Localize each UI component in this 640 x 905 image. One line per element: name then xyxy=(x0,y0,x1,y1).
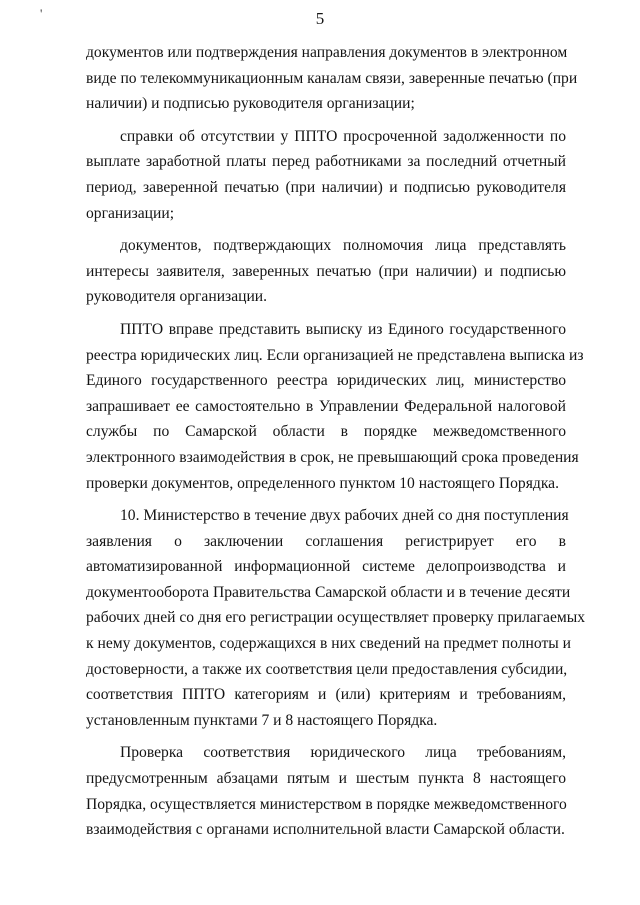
text-line: реестра юридических лиц. Если организацией не представлена выписка из xyxy=(86,346,584,364)
paragraph xyxy=(86,233,566,310)
text-line: документов или подтверждения направления документов в электронном xyxy=(86,44,568,61)
text-line: ППТО вправе представить выписку из Единого государственного xyxy=(120,320,566,338)
text-line: предусмотренным абзацами пятым и шестым пункта 8 настоящего xyxy=(86,770,566,788)
text-line: 10. Министерство в течение двух рабочих дней со дня поступления xyxy=(120,507,569,525)
text-line: достоверности, а также их соответствия цели предоставления субсидии, xyxy=(86,660,568,678)
paragraph xyxy=(86,740,566,842)
text-line: документооборота Правительства Самарской области и в течение десяти xyxy=(86,583,571,601)
text-line: к нему документов, содержащихся в них сведений на предмет полноты и xyxy=(86,635,571,653)
text-line: рабочих дней со дня его регистрации осуществляет проверку прилагаемых xyxy=(86,609,586,627)
text-line: Единого государственного реестра юридических лиц, министерство xyxy=(86,372,566,390)
paragraph xyxy=(86,124,566,226)
page-number: 5 xyxy=(315,9,325,28)
document-body xyxy=(86,40,586,843)
text-line: соответствия ППТО категориям и (или) критериям и требованиям, xyxy=(86,686,566,704)
paragraph xyxy=(86,317,584,496)
text-line: автоматизированной информационной системе делопроизводства и xyxy=(86,558,566,576)
text-line: запрашивает ее самостоятельно в Управлении Федеральной налоговой xyxy=(86,397,566,415)
text-line: период, заверенной печатью (при наличии) и подписью руководителя xyxy=(86,178,566,196)
paragraph xyxy=(86,40,578,117)
text-line: Проверка соответствия юридического лица требованиям, xyxy=(120,744,566,762)
text-line: службы по Самарской области в порядке межведомственного xyxy=(86,423,566,441)
margin-mark: ' xyxy=(40,6,43,21)
text-line: интересы заявителя, заверенных печатью (при наличии) и подписью xyxy=(86,262,566,280)
text-line: организации; xyxy=(86,204,175,222)
text-line: документов, подтверждающих полномочия лица представлять xyxy=(120,237,566,255)
paragraph xyxy=(86,503,586,733)
text-line: заявления о заключении соглашения регистрирует его в xyxy=(86,532,566,550)
text-line: выплате заработной платы перед работниками за последний отчетный xyxy=(86,153,566,171)
text-line: электронного взаимодействия в срок, не превышающий срока проведения xyxy=(86,448,579,466)
text-line: установленным пунктами 7 и 8 настоящего Порядка. xyxy=(86,711,438,729)
text-line: виде по телекоммуникационным каналам связи, заверенные печатью (при xyxy=(86,69,578,87)
text-line: Порядка, осуществляется министерством в порядке межведомственного xyxy=(86,795,567,813)
text-line: проверки документов, определенного пунктом 10 настоящего Порядка. xyxy=(86,474,559,492)
text-line: взаимодействия с органами исполнительной власти Самарской области. xyxy=(86,821,565,839)
text-line: руководителя организации. xyxy=(86,288,268,306)
text-line: наличии) и подписью руководителя организации; xyxy=(86,95,415,113)
text-line: справки об отсутствии у ППТО просроченной задолженности по xyxy=(120,127,566,145)
